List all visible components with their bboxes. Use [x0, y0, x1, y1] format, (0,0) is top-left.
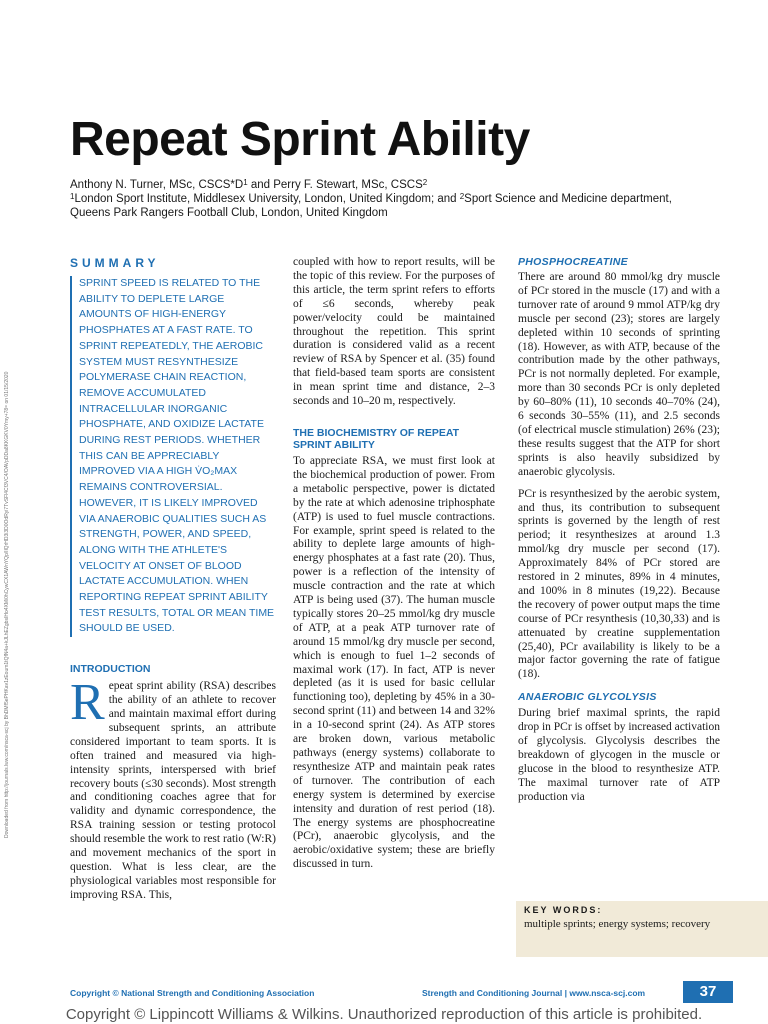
- author-line: Anthony N. Turner, MSc, $CSCS*D^1$ and Perry F. Stewart, MSc, CSCS$^2$: [70, 178, 428, 191]
- download-notice: Downloaded from http://journals.lww.com/nsca-scj by BhDMf5ePHKav1zEoum1tQfN4a+kJLhEZgbsIHo4XMi0hCywCX1AWnYQp/IlQrHD3i3D0OdRyi7TvSFl4Cf3VC4/OAVpDDa8KKGKV0Ymy+78= on 01/15/2020: [4, 371, 10, 838]
- footer-copyright-link[interactable]: Copyright © National Strength and Conditioning Association: [70, 988, 315, 998]
- col3-paragraph-1: There are around 80 mmol/kg dry muscle of PCr stored in the muscle (17) and with a turnover rate of around 9 mmol ATP/kg dry muscle per second (23); stores are largely depleted within 10 seconds of sprinting (18). However, as with ATP, because of the contribution made by the other pathways, PCr is not normally depleted. For example, more than 30 seconds PCr is only depleted by 60–80% (11), 10 seconds 40–70% (24), 6 seconds 30–55% (11), and 2.5 seconds (of electrical muscle stimulation) 26% (23); these results suggest that the ATP for short sprints is also heavily subsidized by anaerobic glycolysis.: [518, 271, 720, 478]
- copyright-notice: Copyright © Lippincott Williams & Wilkins. Unauthorized reproduction of this article is prohibited.: [65, 1006, 703, 1023]
- col2-paragraph-2: To appreciate RSA, we must first look at the biochemical production of power. From a metabolic perspective, power is dictated by the rate at which adenosine triphosphate (ATP) is used to fuel muscle contractions. For example, sprint speed is related to the ability to deplete large amounts of high-energy phosphates at a fast rate (20). Thus, power is a reflection of the intensity of muscle contraction and the rate at which ATP is being used (37). The human muscle typically stores 20–25 mmol/kg dry muscle of ATP, at a peak ATP turnover rate of around 15 mmol/kg dry muscle per second, which is enough to fuel 1–2 seconds of maximal work (17). In fact, ATP is never depleted (as it is used for basic cellular functioning too), depleting by 45% in a 30-second sprint (11) and between 14 and 32% in a 10-second sprint (24). As ATP stores are broken down, various metabolic pathways (energy systems) collaborate to resynthesize ATP and maintain peak rates of turnover. The contribution of each energy system is determined by exercise intensity and duration of rest period (18). The energy systems are phosphocreatine (PCr), anaerobic glycolysis, and the aerobic/oxidative system; these are briefly discussed in turn.: [293, 454, 495, 871]
- col3-paragraph-2: PCr is resynthesized by the aerobic system, and thus, its contribution to subsequent sprints is governed by the length of rest period; it resynthesizes at around 1.3 mmol/kg dry muscle per second (17). Approximately 84% of PCr stored are restored in 2 minutes, 89% in 4 minutes, and 100% in 8 minutes (19,22). Because the recovery of power output maps the time course of PCr resynthesis (10,30,33) and is attenuated by creatine supplementation (25,40), PCr availability is likely to be a major factor governing the rate of fatigue (18).: [518, 487, 720, 681]
- summary-heading: SUMMARY: [70, 256, 160, 270]
- column-3: [518, 256, 720, 805]
- keywords-text: multiple sprints; energy systems; recovery: [524, 918, 711, 930]
- introduction-paragraph: [70, 674, 276, 903]
- affiliation-line: $^1$London Sport Institute, Middlesex University, London, United Kingdom; and $^2$Sport Science and Medicine department, Queens Park Rangers Football Club, London, United Kingdom: [70, 192, 672, 219]
- introduction-heading: INTRODUCTION: [70, 663, 151, 676]
- col2-paragraph-1: coupled with how to report results, will be the topic of this review. For the purposes of this article, the term sprint refers to efforts of ≤6 seconds, whereby peak power/velocity could be maintained throughout the repetition. This sprint duration is considered valid as a recent review of RSA by Spencer et al. (35) found that field-based team sports are consistent in mean sprint time and distance, 2–3 seconds and 10–20 m, respectively.: [293, 256, 495, 408]
- column-2: [293, 256, 495, 872]
- col3-paragraph-3: During brief maximal sprints, the rapid drop in PCr is offset by increased activation of glycolysis. Glycolysis describes the breakdown of glycogen in the muscle or glucose in the blood to resynthesize ATP. The maximal turnover rate of ATP production via: [518, 707, 720, 803]
- biochemistry-heading: THE BIOCHEMISTRY OF REPEAT SPRINT ABILITY: [293, 426, 460, 451]
- footer-journal-link[interactable]: Strength and Conditioning Journal | www.nsca-scj.com: [422, 988, 646, 998]
- page-number: 37: [683, 981, 733, 1003]
- anaerobic-glycolysis-heading: ANAEROBIC GLYCOLYSIS: [518, 691, 657, 704]
- drop-cap: R: [70, 674, 105, 732]
- article-title: Repeat Sprint Ability: [70, 113, 530, 166]
- keywords-label: KEY WORDS:: [524, 905, 603, 915]
- phosphocreatine-heading: PHOSPHOCREATINE: [518, 256, 628, 268]
- column-1: [70, 256, 276, 903]
- keywords-box: [516, 901, 768, 957]
- summary-text: SPRINT SPEED IS RELATED TO THE ABILITY TO DEPLETE LARGE AMOUNTS OF HIGH-ENERGY PHOSPHATES AT A FAST RATE. TO SPRINT REPEATEDLY, THE AEROBIC SYSTEM MUST RESYNTHESIZE POLYMERASE CHAIN REACTION, REMOVE ACCUMULATED INTRACELLULAR INORGANIC PHOSPHATE, AND OXIDIZE LACTATE DURING REST PERIODS. WHETHER THIS CAN BE APPRECIABLY IMPROVED VIA A HIGH V̇O₂MAX REMAINS CONTROVERSIAL. HOWEVER, IT IS LIKELY IMPROVED VIA ANAEROBIC QUALITIES SUCH AS STRENGTH, POWER, AND SPEED, ALONG WITH THE ATHLETE'S VELOCITY AT ONSET OF BLOOD LACTATE ACCUMULATION. WHEN REPORTING REPEAT SPRINT ABILITY TEST RESULTS, TOTAL OR MEAN TIME SHOULD BE USED.: [70, 276, 276, 637]
- introduction-text: epeat sprint ability (RSA) describes the ability of an athlete to recover and maintain maximal effort during subsequent sprints, an attribute considered important to team sports. It is often trained and measured via high-intensity sprints, interspersed with brief recovery bouts (≤30 seconds). Most strength and conditioning coaches agree that for validity and dynamic correspondence, the RSA training session or testing protocol should resemble the work to rest ratio (W:R) and movement mechanics of the sport in question. What is less clear, are the physiological variables most responsible for improving RSA. This,: [70, 680, 276, 901]
